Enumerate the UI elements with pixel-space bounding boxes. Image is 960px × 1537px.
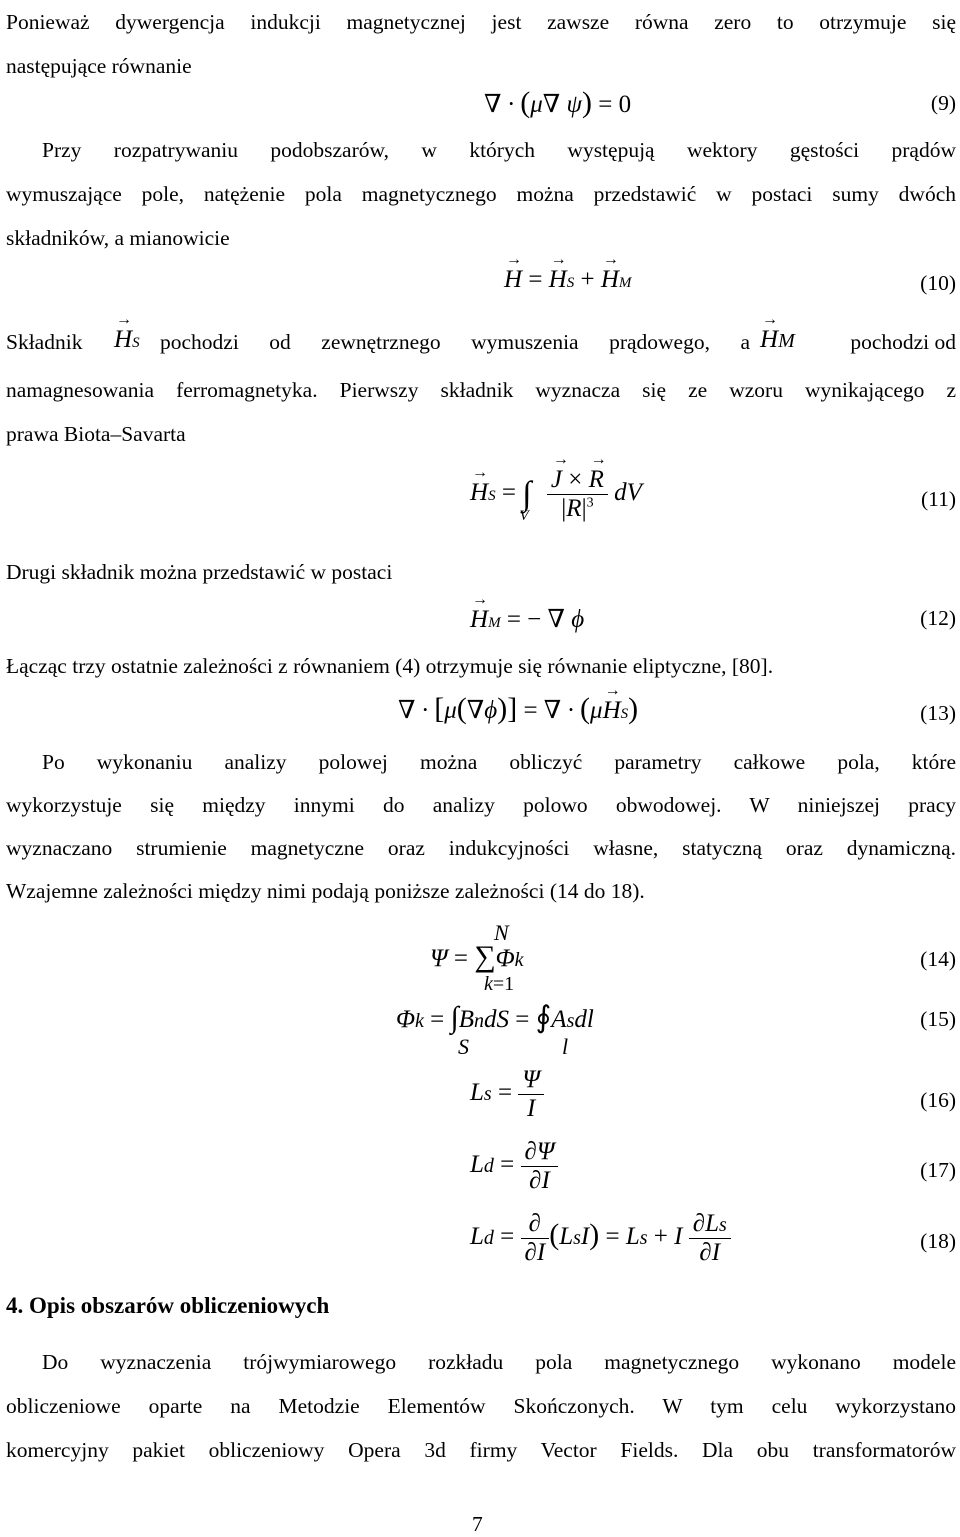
paragraph-line: następujące równanie <box>6 54 192 78</box>
paragraph-after <box>6 741 956 913</box>
paragraph-line: Po wykonaniu analizy polowej można obliczyć parametry całkowe pola, które <box>42 750 956 774</box>
equation-limit: k=1 <box>484 973 515 995</box>
paragraph-second: Drugi składnik można przedstawić w postaci <box>6 560 393 584</box>
paragraph-line: namagnesowania ferromagnetyka. Pierwszy składnik wyznacza się ze wzoru wynikającego z <box>6 378 956 402</box>
paragraph-line: Do wyznaczenia trójwymiarowego rozkładu pola magnetycznego wykonano modele <box>42 1350 956 1374</box>
equation-number: (11) <box>920 487 956 511</box>
equation-number: (15) <box>920 1007 956 1031</box>
equation-body: Ld = $\frac{\partial\Psi}{\partial I}$ <box>470 1138 558 1195</box>
equation-limit: N <box>494 920 509 945</box>
paragraph-line: komercyjny pakiet obliczeniowy Opera 3d firmy Vector Fields. Dla obu transformatorów <box>6 1438 956 1462</box>
equation-body: Ld = $\frac{\partial}{\partial I}$ (LsI) = Ls + I $\frac{\partial Ls}{\partial I}$ <box>470 1210 731 1267</box>
paragraph-sum <box>6 128 956 260</box>
equation-number: (16) <box>920 1088 956 1112</box>
equation-body: ∇ · [μ(∇ϕ)] = ∇ · (μ→ HS) <box>398 692 638 726</box>
equation-body: Ls = $\frac{\Psi}{I}$ <box>470 1066 544 1123</box>
equation-body: Ψ = ∑Φk <box>430 940 524 973</box>
paragraph-text: pochodzi od zewnętrznego wymuszenia prądowego, a <box>160 330 750 354</box>
equation-number: (13) <box>920 701 956 725</box>
paragraph-biot <box>6 368 956 456</box>
paragraph-line: obliczeniowe oparte na Metodzie Elementów Skończonych. W tym celu wykorzystano <box>6 1394 956 1418</box>
equation-body: → HM = − ∇ ϕ <box>470 604 584 634</box>
paragraph-line: Wzajemne zależności między nimi podają poniższe zależności (14 do 18). <box>6 879 645 903</box>
paragraph-text: pochodzi od <box>850 330 956 354</box>
equation-number: (9) <box>930 91 956 115</box>
paragraph-combine: Łącząc trzy ostatnie zależności z równaniem (4) otrzymuje się równanie eliptyczne, [80]. <box>6 654 774 678</box>
equation-number: (10) <box>920 271 956 295</box>
paragraph-divergence <box>6 0 956 88</box>
equation-body: → H = → HS + → HM <box>504 266 631 294</box>
paragraph-last <box>6 1340 956 1472</box>
equation-body: → HS = $\int_V$ → $\frac{J \times \to R}{|R|^3}$ dV <box>470 466 642 523</box>
equation-body: ∇ · (μ∇ ψ) = 0 <box>484 86 632 119</box>
equation-number: (12) <box>920 606 956 630</box>
page-number: 7 <box>472 1512 483 1536</box>
equation-number: (18) <box>920 1229 956 1253</box>
symbol-hs: → HS <box>114 326 140 354</box>
paragraph-line: Ponieważ dywergencja indukcji magnetycznej jest zawsze równa zero to otrzymuje się <box>6 10 956 34</box>
symbol-hm: → HM <box>760 326 795 354</box>
equation-limit: l <box>562 1034 569 1059</box>
paragraph-line: prawa Biota–Savarta <box>6 422 186 446</box>
equation-limit: S <box>458 1034 469 1059</box>
section-heading: 4. Opis obszarów obliczeniowych <box>6 1293 330 1318</box>
paragraph-line: wymuszające pole, natężenie pola magnetycznego można przedstawić w postaci sumy dwóch <box>6 182 956 206</box>
equation-number: (14) <box>920 947 956 971</box>
equation-body: Φk = ∫BndS = ∮Asdl <box>396 1001 594 1034</box>
paragraph-line: wykorzystuje się między innymi do analizy polowo obwodowej. W niniejszej pracy <box>6 793 956 817</box>
paragraph-text: Składnik <box>6 330 83 354</box>
paragraph-line: wyznaczano strumienie magnetyczne oraz indukcyjności własne, statyczną oraz dynamiczną. <box>6 836 956 860</box>
equation-number: (17) <box>920 1158 956 1182</box>
paragraph-line: składników, a mianowicie <box>6 226 230 250</box>
paragraph-line: Przy rozpatrywaniu podobszarów, w których występują wektory gęstości prądów <box>42 138 956 162</box>
